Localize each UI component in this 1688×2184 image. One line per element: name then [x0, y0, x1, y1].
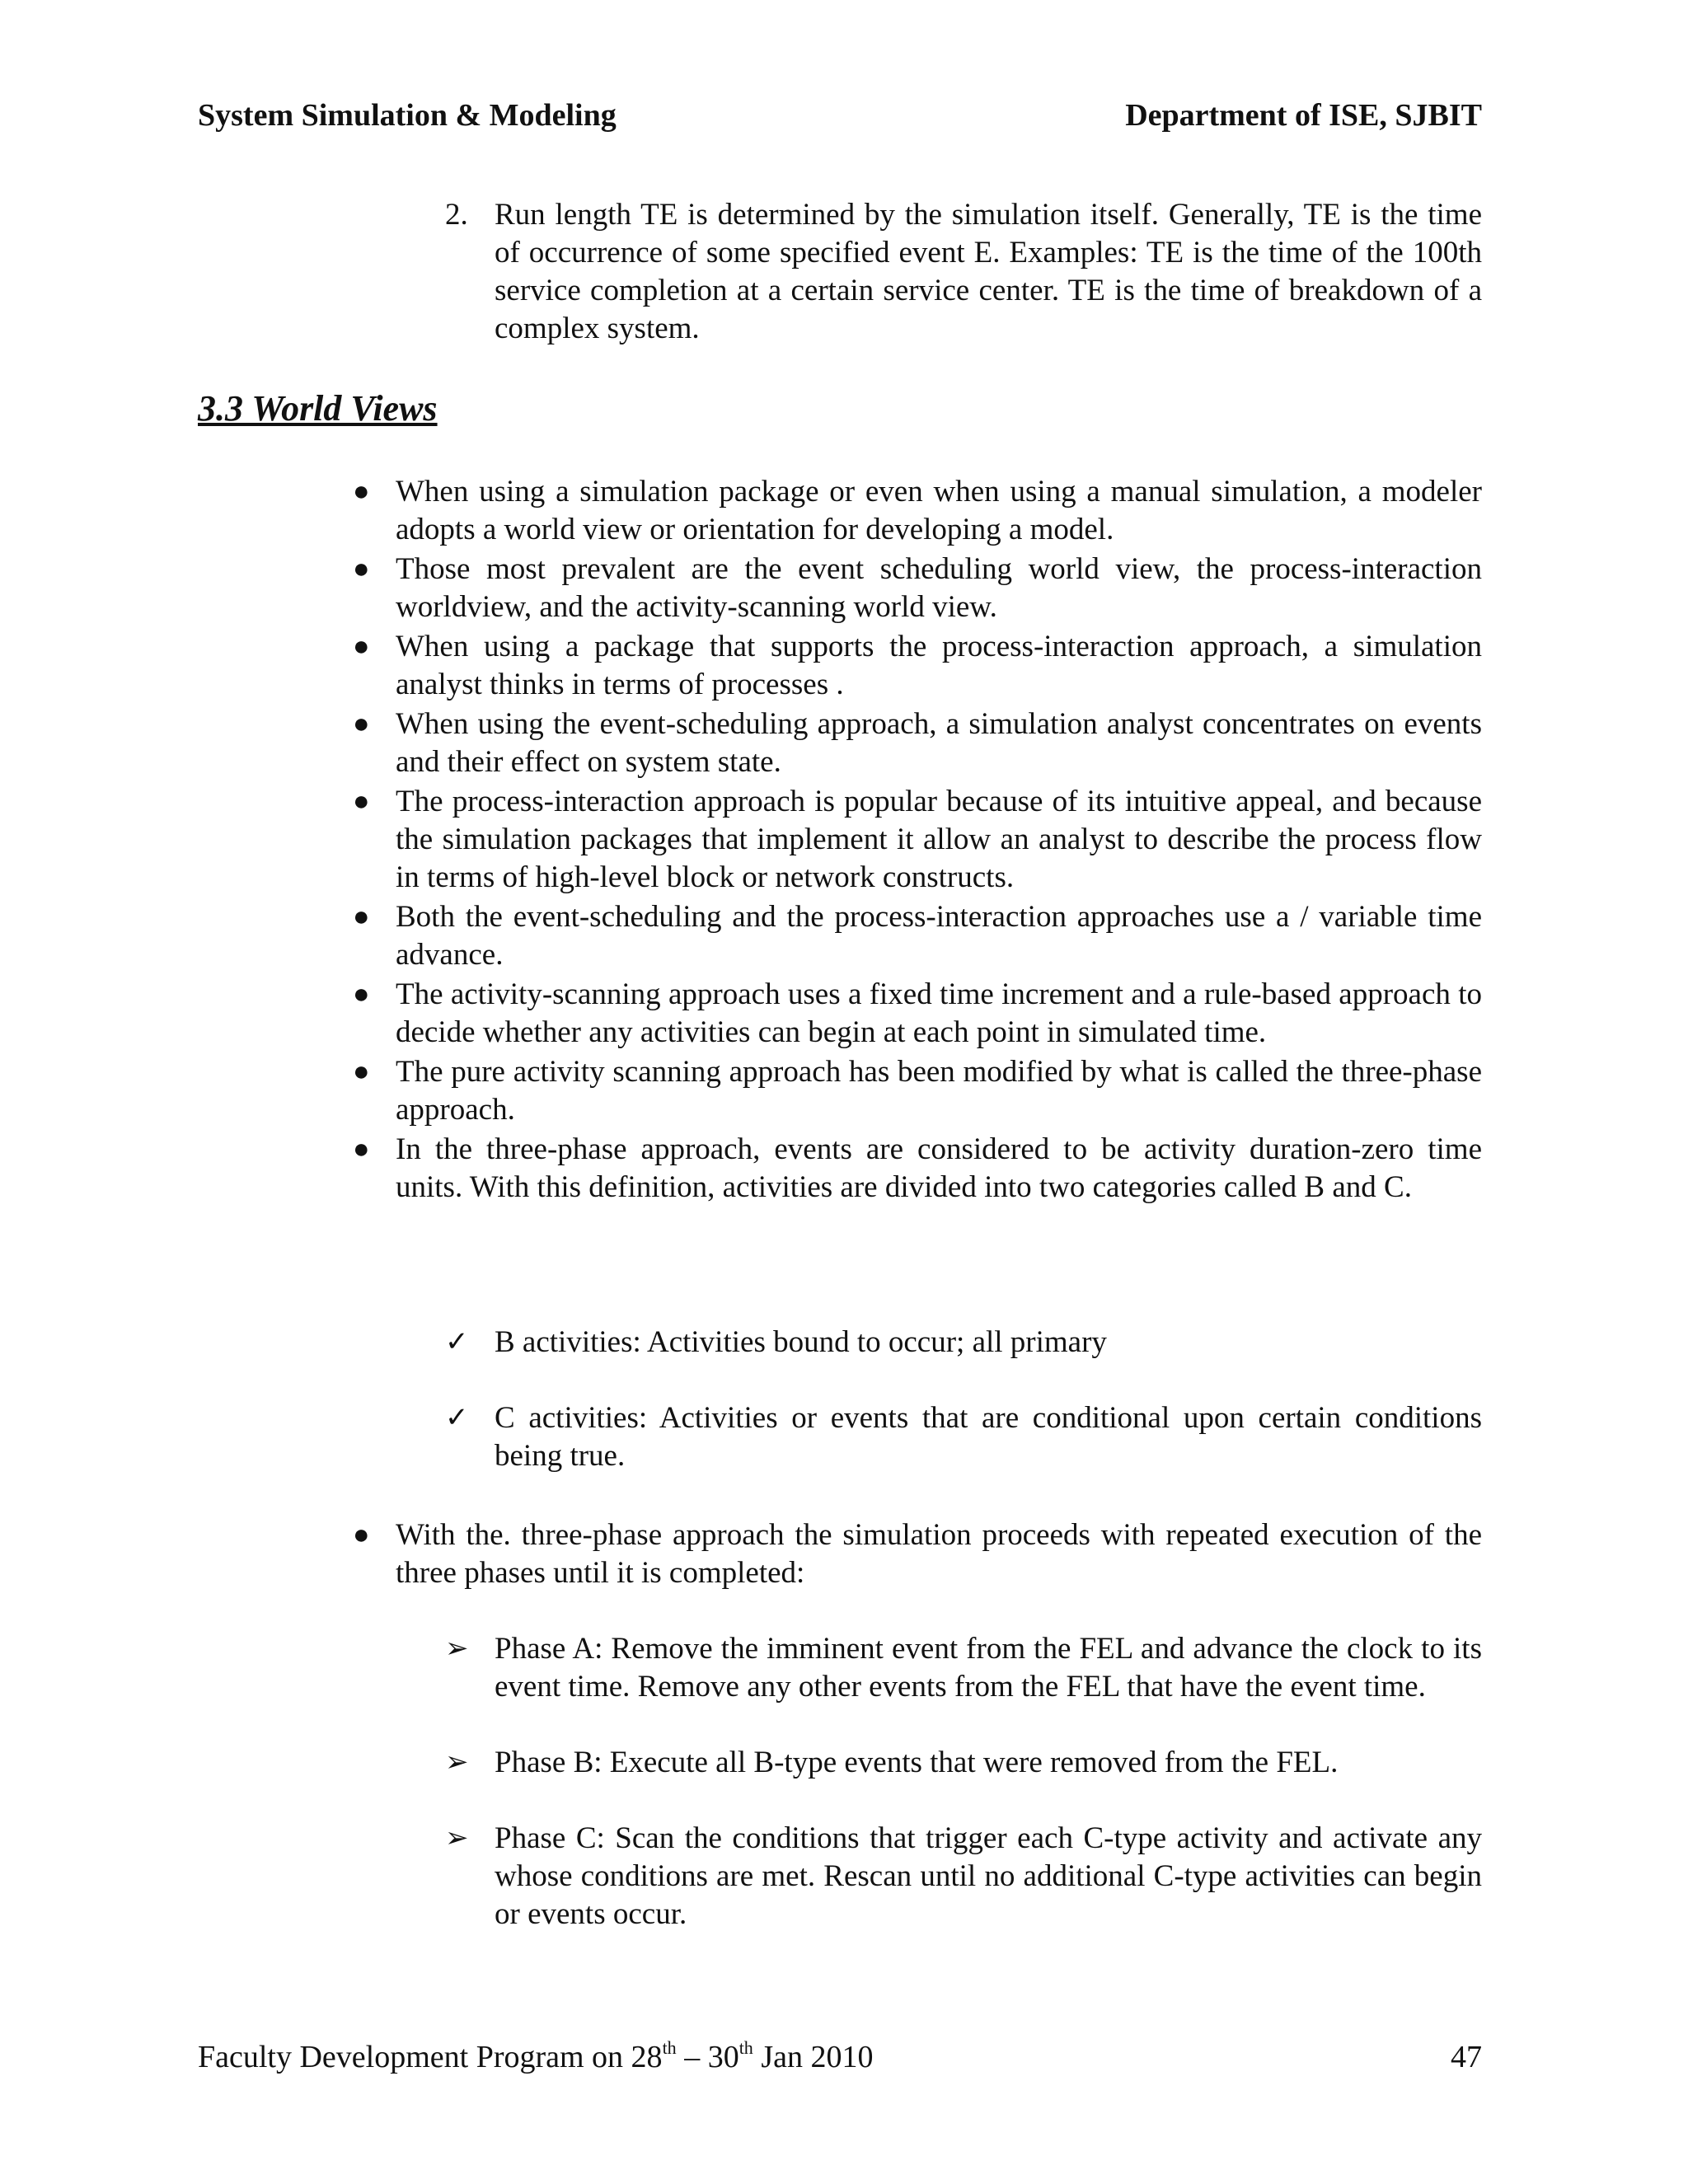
bullet-list-final [346, 1516, 1482, 1594]
bullet-icon: ● [353, 902, 370, 932]
list-item: ● When using the event-scheduling approach, a simulation analyst concentrates on events and their effect on system state. [353, 707, 1482, 779]
checkmark-icon: ✓ [445, 1403, 469, 1433]
bullet-icon: ● [353, 786, 370, 817]
list-item: ● With the. three-phase approach the simulation proceeds with repeated execution of the three phases until it is completed: [353, 1518, 1482, 1590]
bullet-icon: ● [353, 476, 370, 507]
list-item: ● The process-interaction approach is popular because of its intuitive appeal, and because the simulation packages that implement it allow an analyst to describe the process flow in terms of high-level block or network constructs. [353, 785, 1482, 894]
list-item: ● The pure activity scanning approach has been modified by what is called the three-phase approach. [353, 1055, 1482, 1127]
check-item-b: ✓ B activities: Activities bound to occur; all primary [445, 1324, 1482, 1361]
check-list [445, 1324, 1482, 1475]
bullet-list [346, 473, 1482, 1208]
page-footer [198, 2039, 1482, 2075]
bullet-icon: ● [353, 1057, 370, 1087]
list-item: ● When using a simulation package or even when using a manual simulation, a modeler adopts a world view or orientation for developing a model. [353, 475, 1482, 546]
check-item-c: ✓ C activities: Activities or events that are conditional upon certain conditions being true. [445, 1401, 1482, 1473]
list-item: ● The activity-scanning approach uses a fixed time increment and a rule-based approach to decide whether any activities can begin at each point in simulated time. [353, 977, 1482, 1049]
list-item: ● Those most prevalent are the event scheduling world view, the process-interaction worldview, and the activity-scanning world view. [353, 552, 1482, 624]
bullet-icon: ● [353, 1520, 370, 1550]
page-header [198, 97, 1482, 134]
arrow-right-icon: ➢ [445, 1633, 469, 1664]
bullet-icon: ● [353, 631, 370, 662]
list-item: ● Both the event-scheduling and the process-interaction approaches use a / variable time advance. [353, 900, 1482, 972]
header-department: Department of ISE, SJBIT [1125, 98, 1482, 133]
bullet-icon: ● [353, 1134, 370, 1165]
item-text: Run length TE is determined by the simulation itself. Generally, TE is the time of occurrence of some specified event E. Examples: TE is the time of the 100th service completion at a certain service center. TE is the time of breakdown of a complex system. [495, 198, 1482, 345]
section-title: 3.3 World Views [198, 388, 438, 429]
phase-b-item: ➢ Phase B: Execute all B-type events that were removed from the FEL. [445, 1744, 1482, 1782]
list-item: ● When using a package that supports the process-interaction approach, a simulation analyst thinks in terms of processes . [353, 630, 1482, 701]
arrow-right-icon: ➢ [445, 1823, 469, 1854]
header-course-title: System Simulation & Modeling [198, 98, 617, 133]
bullet-icon: ● [353, 979, 370, 1010]
page-number: 47 [1451, 2040, 1482, 2074]
arrow-right-icon: ➢ [445, 1747, 469, 1778]
bullet-icon: ● [353, 709, 370, 739]
checkmark-icon: ✓ [445, 1327, 469, 1357]
list-item: ● In the three-phase approach, events are considered to be activity duration-zero time units. With this definition, activities are divided into two categories called B and C. [353, 1132, 1482, 1204]
phase-a-item: ➢ Phase A: Remove the imminent event from the FEL and advance the clock to its event time. Remove any other events from the FEL that have the event time. [445, 1632, 1482, 1704]
numbered-item [445, 196, 1482, 348]
bullet-icon: ● [353, 554, 370, 584]
footer-program: Faculty Development Program on 28th – 30th Jan 2010 [198, 2037, 874, 2074]
phase-list [445, 1630, 1482, 1933]
phase-c-item: ➢ Phase C: Scan the conditions that trigger each C-type activity and activate any whose conditions are met. Rescan until no additional C-type activities can begin or events occur. [445, 1821, 1482, 1931]
item-number: 2. [445, 198, 468, 232]
